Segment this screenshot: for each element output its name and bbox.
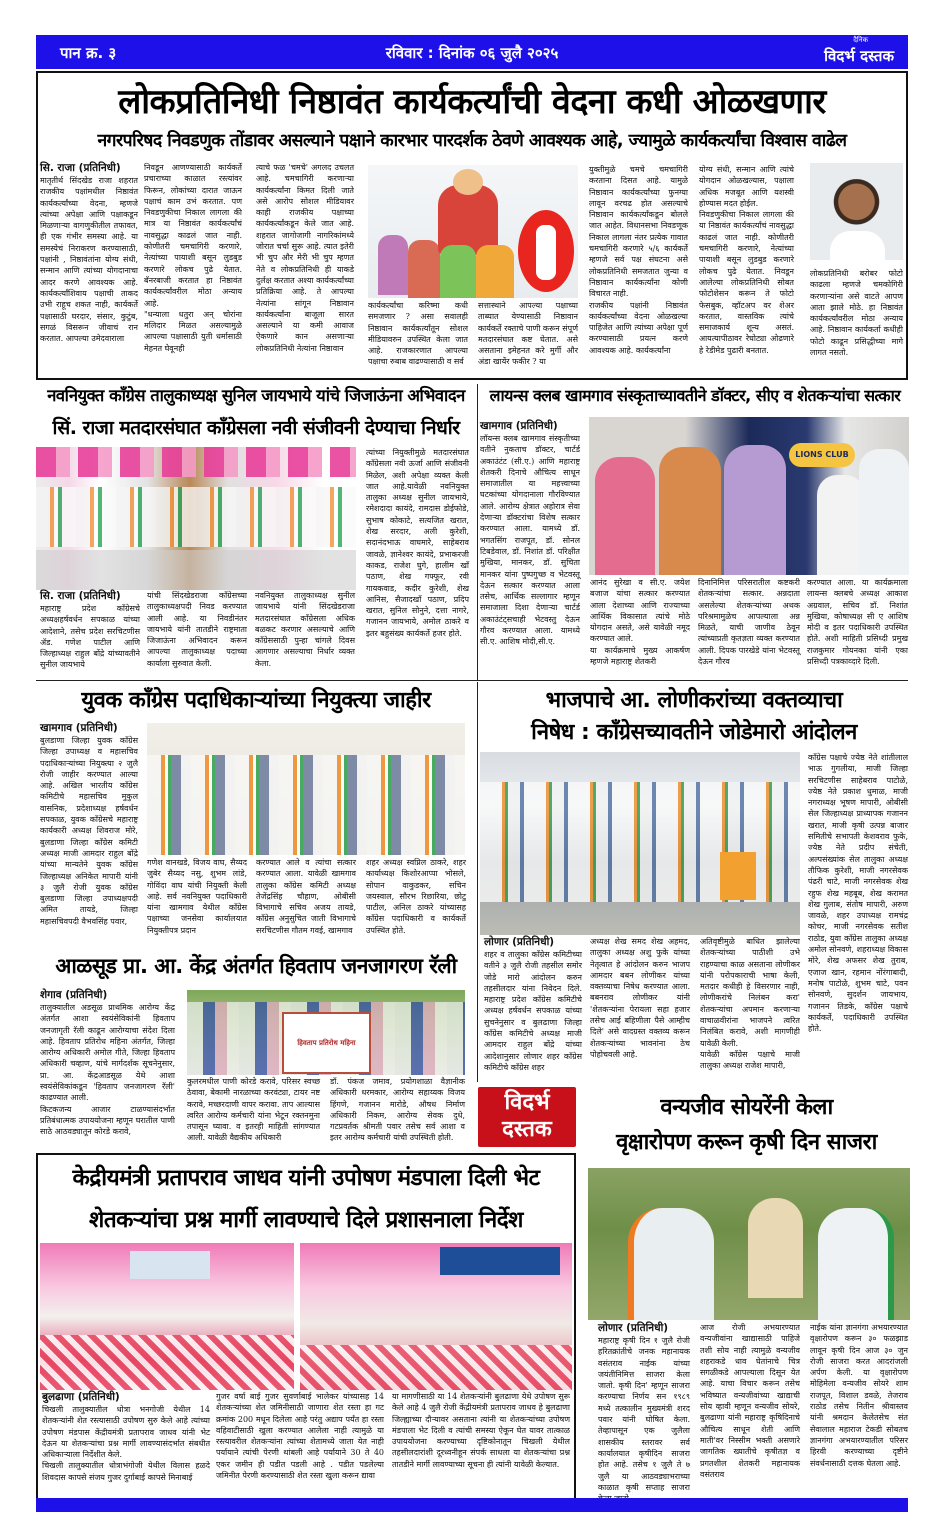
vanyajeev-col-2: आज रोजी अभयारण्यात वन्यजीवांना खाद्यासाठी पाहिजे तशी सोय नाही त्यामुळे वन्यजीव शहराकडे धाव घेतांनाचे चित्र सगळीकडे आपल्याला दिसून येत आहे. याचा विचार करून तसेच भविष्यात वन्यजीवांच्या खाद्याची सोय व्हावी म्हणून वन्यजीव सोयरे, बुलढाणा यांनी महाराष्ट्र कृषिदिनाचे औचित्य साधून शेती आणि माती'वर निस्सीम भक्ती असणारे जागतिक ख्यातीचे कृषीतज्ञ व प्रगतशील शेतकरी महानायक वसंतराव bbox=[700, 1323, 800, 1479]
kendriya-col-2: गुजर वर्षा बाई गुजर सुवर्णाबाई भालेकर यांच्यासह 14 शेतकऱ्यांच्या शेत जमिनीसाठी जाणारा शेत रस्ता हा गट क्रमांक 200 मधून दिलेला आहे परंतु अद्याप पर्यंत हा रस्ता वहिवाटीसाठी खुला करण्यात आलेला नाही त्यामुळे या रस्त्यावरील शेतकऱ्यांना त्यांच्या शेतामध्ये जाता येत नाही पर्यायाने त्यांची पेरणी थांबली आहे पर्यायाने 30 ते 40 एकर जमीन ही पडीत पडली आहे . पडीत पडलेल्या जमिनीत पेरणी करण्यासाठी शेत रस्ता खुला करून द्यावा bbox=[216, 1392, 384, 1481]
hunger-strike-photo-2 bbox=[300, 1243, 572, 1390]
lions-headline: लायन्स क्लब खामगाव संस्कृताच्यावतीने डॉक्टर, सीए व शेतकऱ्यांचा सत्कार bbox=[489, 386, 901, 405]
column-text: महाराष्ट्र प्रदेश काँग्रेसचे अध्यक्षहर्षवर्धन सपकाळ यांच्या आदेशाने, तसेच प्रदेश सरचिटणीस ॲड. गणेश पाटील आणि जिल्हाध्यक्ष राहुल बोंद्रे यांच्यावतीने सुनील जायभाये bbox=[40, 604, 140, 670]
shegaon-col-1 bbox=[40, 989, 175, 1145]
top-story-subhead: नगरपरिषद निवडणुक तोंडावर असल्याने पक्षाने कारभार पारदर्शक ठेवणे आवश्यक आहे, ज्यामुळे कार्यकर्त्यांचा विश्वास वाढेल bbox=[97, 131, 847, 151]
yuvak-col-4: शहर अध्यक्ष स्वप्निल ठाकरे, शहर कार्याध्यक्ष किशोरआप्पा भोसले, सोपान वाकुडकर, सचिन जयस्वाल, सौरभ रिछारिया, छोटु पाटील, अनिल ठाकरे यांच्यासह काँग्रेस पदाधिकारी व कार्यकर्ते उपस्थित होते. bbox=[366, 858, 466, 935]
top-story-col-6: युक्तीमुळे चमचे चमचागिरी करताना दिसत आहे. यामुळे निष्ठावान कार्यकर्त्यांच्या फुनग्या लावून वरचढ होत असल्याचे निष्ठावान कार्यकर्त्यांकडून बोलले जात आहेत. विधानसभा निवडणूक निकाल लागला नंतर प्रत्येक गावात चमचागिरी करणारे ५/६ कार्यकर्ते म्हणजे सर्व पक्ष संघटना असे लोकप्रतिनिधी समजतात जुन्या व निष्ठावान कार्यकर्त्यांना कोणी विचारत नाही. राजकीय पक्षांनी निष्ठावंत कार्यकर्त्यांच्या वेदना ओळखल्या पाहिजेत आणि त्यांच्या अपेक्षा पूर्ण करण्यासाठी प्रयत्न करणे आवश्यक आहे. कार्यकर्त्यांना bbox=[589, 165, 688, 355]
column-text: तालुक्यातील अडसूळ प्राथमिक आरोग्य केंद्र अंतर्गत आशा स्वयंसेविकांनी हिवताप जनजागृती रॅली काढून आरोग्याचा संदेश दिला आहे. हिवताप प्रतिरोध महिना अंतर्गत, जिल्हा आरोग्य अधिकारी अमोल गीते, जिल्हा हिवताप अधिकारी चव्हाण, यांचे मार्गदर्शक सूचनेनुसार, प्रा. आ. केंद्रआडसूळ येथे आशा स्वयंसेविकांकडून 'हिवताप जनजागरण रॅली' काढण्यात आली. किटकजन्य आजार टाळण्यासंदर्भात प्रतिबंधात्मक उपाययोजना म्हणून घरातील पाणी साठे आठवड्यातून कोरडे करावे, bbox=[40, 1003, 175, 1137]
jijau-tribute-photo bbox=[36, 447, 356, 590]
cartoon-illustration bbox=[368, 165, 578, 298]
lions-col-3: दिनानिमित्त परिसरातील कष्टकरी शेतकऱ्यांचा सत्कार. अन्नदाता असलेल्या शेतकऱ्यांच्या अथक परिश्रमामुळेच आपल्याला अन्न मिळते, याची जाणीव ठेवून त्यांच्याप्रती कृतज्ञता व्यक्त करण्यात आली. दिपक पारखेडे यांना भेटवस्तू देऊन गौरव bbox=[698, 578, 800, 667]
column-text: बुलडाणा जिल्हा युवक काँग्रेस जिल्हा उपाध्यक्ष व महासचिव पदाधिकाऱ्यांच्या नियुक्त्या २ जुलै रोजी जाहीर करण्यात आल्या आहे. अखिल भारतीय काँग्रेस कमिटीचे महासचिव मुकुल वासनिक, प्रदेशाध्यक्ष हर्षवर्धन सपकाळ, युवक काँग्रेसचे महाराष्ट्र कार्यकारी अध्यक्ष शिवराज मोरे, बुलडाणा जिल्हा काँग्रेस कमिटी अध्यक्ष माजी आमदार राहुल बोंद्रे यांच्या मान्यतेने युवक काँग्रेस जिल्हाध्यक्ष अनिकेत मापारी यांनी ३ जुलै रोजी युवक काँग्रेस बुलडाणा जिल्हा उपाध्यक्षपदी अमित तायडे, जिल्हा महासचिवपदी वैभवसिंह पवार, bbox=[40, 736, 138, 926]
logo-line-2: दस्तक bbox=[502, 1117, 552, 1142]
sindkhed-byline: सि. राजा (प्रतिनिधी) bbox=[40, 590, 121, 602]
yuvak-congress-photo bbox=[147, 723, 465, 855]
sindkhed-col-1 bbox=[40, 590, 140, 676]
sindkhed-headline-1: नवनियुक्त काँग्रेस तालुकाध्यक्ष सुनिल जायभाये यांचे जिजाऊंना अभिवादन bbox=[47, 386, 465, 405]
top-story-byline: सि. राजा (प्रतिनिधी) bbox=[40, 162, 121, 174]
bjp-byline: लोणार (प्रतिनिधी) bbox=[484, 936, 555, 948]
shegaon-col-3: डॉ. पंकज जमाव, प्रयोगशाळा वैज्ञानीक अधिकारी धरमकार, आरोग्य सहाय्यक विजय हिंगणे, गजानन मारोडे, औषध निर्माण अधिकारी निकम, आरोग्य सेवक दुधे, गटप्रवर्तक श्रीमती पवार तसेच सर्व आशा व इतर आरोग्य कर्मचारी यांची उपस्थिती होती. bbox=[330, 1077, 465, 1143]
tree-plantation-photo bbox=[588, 1168, 910, 1320]
malaria-banner: हिवताप प्रतिरोध महिना bbox=[282, 1012, 371, 1074]
bjp-col-2: अध्यक्ष शेख समद शेख अहमद, तालुका अध्यक्ष अशु फुके यांच्या नेतृत्वात हे आंदोलन करुन भाजप आमदार बबन लोणीकर यांच्या वक्तव्याचा निषेध करण्यात आला. बबनराव लोणीकर यांनी 'शेतकऱ्यांना पेरायला सहा हजार तसेच आई बहिणीला पैसे आम्हीच दिले' असे वादग्रस्त वक्तव्य करून शेतकऱ्यांच्या भावनांना ठेच पोहोचवली आहे. bbox=[590, 937, 690, 1059]
kendriya-headline-2: शेतकऱ्यांचा प्रश्न मार्गी लावण्याचे दिले प्रशासनाला निर्देश bbox=[89, 1207, 523, 1233]
logo-line-1: विदर्भ bbox=[504, 1090, 550, 1115]
kendriya-byline: बुलढाणा (प्रतिनिधी) bbox=[42, 1391, 120, 1403]
masthead: विदर्भ दस्तक bbox=[824, 47, 894, 65]
page-footer-bar bbox=[36, 1498, 908, 1512]
page-header-bar bbox=[36, 35, 908, 69]
lions-byline: खामगाव (प्रतिनिधी) bbox=[480, 420, 558, 432]
yuvak-headline: युवक काँग्रेस पदाधिकाऱ्यांच्या नियुक्त्या जाहीर bbox=[81, 688, 431, 713]
lions-col-1 bbox=[480, 420, 580, 676]
sindkhed-headline-2: सिं. राजा मतदारसंघात काँग्रेसला नवी संजीवनी देण्याचा निर्धार bbox=[52, 417, 460, 439]
hunger-strike-photo-1 bbox=[40, 1243, 294, 1390]
bjp-col-4: काँग्रेस पक्षाचे ज्येष्ठ नेते शांतीलाल भाऊ गुगलीया, माजी जिल्हा सरचिटणीस साहेबराव पाटोळे, ज्येष्ठ नेते प्रकाश धुमाळ, माजी नगराध्यक्ष भूषण मापारी, ओबीसी सेल जिल्हाध्यक्ष प्राध्यापक गजानन खरात, माजी कृषी उत्पन्न बाजार समितीचे सभापती केशवराव फुके, ज्येष्ठ नेते प्रदीप संचेती, अल्पसंख्यांक सेल तालुका अध्यक्ष तौफिक कुरेशी, माजी नगरसेवक पंढरी चाटे, माजी नगरसेवक शेख रहुफ शेख महबूब, शेख करामत शेख गुलाब, संतोष मापारी, अरुण जावळे, शहर उपाध्यक्ष रामचंद्र कोचर, माजी नगरसेवक सतीश राठोड, युवा काँग्रेस तालुका अध्यक्ष अमोल सोनवणे, शहराध्यक्ष विकास मोरे, शेख अफसर शेख तुराब, एजाज खान, रहमान नोंरंगाबादी, मनोष पाटोळे, शुभम चाटे, पवन सोनवणे, सुदर्शन जायभाय, गजानन तिडके, काँग्रेस पक्षाचे कार्यकर्ते, पदाधिकारी उपस्थित होते. bbox=[808, 753, 908, 1034]
shegaon-headline: आळसूड प्रा. आ. केंद्र अंतर्गत हिवताप जनजागरण रॅली bbox=[55, 954, 457, 978]
column-divider bbox=[477, 682, 478, 1082]
yuvak-col-2: गणेश वानखडे, विजय वाघ, सैय्यद जुबेर सैय्यद नसु, शुभम लांडे, गोविंदा वाघ यांची नियुक्ती केली आहे. सर्व नवनियुक्त पदाधिकारी यांना खामगाव येथील काँग्रेस पक्षाच्या जनसेवा कार्यालयात नियुक्तीपत्र प्रदान bbox=[147, 858, 247, 935]
bjp-headline-1: भाजपाचे आ. लोणीकरांच्या वक्तव्याचा bbox=[545, 688, 843, 713]
yuvak-col-1 bbox=[40, 722, 138, 942]
column-text: शहर व तालुका काँग्रेस कमिटीच्या वतीने ३ जुलै रोजी तहसील समोर जोडे मारो आंदोलन करुन तहसीलदार यांना निवेदन दिले. महाराष्ट्र प्रदेश काँग्रेस कमिटीचे अध्यक्ष हर्षवर्धन सपकाळ यांच्या सुचनेनुसार व बुलढाणा जिल्हा काँग्रेस कमिटीचे अध्यक्ष माजी आमदार राहुल बोंद्रे यांच्या आदेशानुसार लोणार शहर काँग्रेस कमिटीचे काँग्रेस शहर bbox=[484, 950, 582, 1072]
portrait-caption: लोकप्रतिनिधी बरोबर फोटो काढला म्हणजे चमकोगिरी करणाऱ्यांना असे वाटते आपण आता झाले मोठे. हा निष्ठावंत कार्यकर्त्यांवरील मोठा अन्याय आहे. निष्ठावान कार्यकर्ता कधीही फोटो काढून प्रसिद्धीच्या मागे लागत नसतो. bbox=[810, 269, 903, 358]
shegaon-byline: शेगाव (प्रतिनिधी) bbox=[40, 989, 108, 1001]
vanyajeev-headline-2: वृक्षारोपण करून कृषी दिन साजरा bbox=[616, 1130, 877, 1155]
kendriya-col-3: या मागणीसाठी या 14 शेतकऱ्यांनी बुलढाणा येथे उपोषण सुरू केले आहे 4 जुलै रोजी केंद्रीयमंत्री प्रतापराव जाधव हे बुलढाणा जिल्ह्याच्या दौऱ्यावर असताना त्यांनी या शेतकऱ्यांच्या उपोषण मंडपाला भेट दिली व त्यांची समस्या ऐकून घेत यावर तात्काळ उपाययोजना करण्याच्या दृष्टिकोनातून चिखली येथील तहसीलदारांशी दूरध्वनीहून संपर्क साधला या शेतकऱ्यांचा प्रश्न तातडीने मार्गी लावण्याच्या सूचना ही त्यांनी यावेळी केल्यात. bbox=[392, 1392, 570, 1469]
malaria-rally-photo bbox=[187, 990, 465, 1075]
portrait-photo bbox=[810, 163, 903, 260]
column-text: लॉयन्स क्लब खामगाव संस्कृतीच्या वतीने नुकताच डॉक्टर, चार्टर्ड अकाउंटंट (सी.ए.) आणि महाराष्ट्र शेतकरी दिनाचे औचित्य साधून समाजातील या महत्त्वाच्या घटकांच्या योगदानाला गौरविण्यात आले. आरोग्य क्षेत्रात अहोरात्र सेवा देणाऱ्या डॉक्टरांचा विशेष सत्कार करण्यात आला. यामध्ये डॉ. भगतसिंग राजपूत, डॉ. सोनल टिबडेवाल, डॉ. निशांत डॉ. परिक्षीत मुखिया, मानकर, डॉ. सुचिता मानकर यांना पुष्पगुच्छ व भेटवस्तू देऊन सत्कार करण्यात आला तसेच, आर्थिक सल्लागार म्हणून समाजाला दिशा देणाऱ्या चार्टर्ड अकाउंटंट्सचाही भेटवस्तु देऊन गौरव करण्यात आला. यामध्ये सी.ए. आशिष मोदी,सी.ए. bbox=[480, 434, 580, 647]
protest-photo bbox=[480, 752, 800, 935]
vanyajeev-headline-1: वन्यजीव सोयरेंनी केला bbox=[660, 1095, 833, 1120]
sindkhed-col-3: नवनियुक्त तालुकाध्यक्ष सुनील जायभाये यांनी सिंदखेडराजा मतदारसंघात काँग्रेसला अधिक बळकट करणार असल्याचे आणि काँग्रेससाठी पुन्हा चांगले दिवस आगणार असल्याचा निर्धार व्यक्त केला. bbox=[255, 591, 355, 668]
top-story-col-7: योग्य संधी, सन्मान आणि त्यांचे योगदान ओळखल्यास, पक्षाला अधिक मजबूत आणि यशस्वी होण्यास मदत होईल. निवडणुकीचा निकाल लागला की या निष्ठावंत कार्यकर्त्यांचं नावसुद्धा काढलं जात नाही. कोणीतरी चमचागिरी करणारे, नेत्यांच्या पायाशी बसून लुडबुड करणारे लोकच पुढे येतात. निवडून आलेल्या लोकप्रतिनिधी सोबत फोटोशेसन करून ते फोटो फेसबुक, व्हॉटअप वर शेअर करतात, वास्तविक त्यांचे समाजकार्य शून्य असतं. आयत्यापीठावर रेघोट्या ओढणारे हे रेडीमेड पुढारी बनतात. bbox=[699, 165, 794, 355]
kendriya-col-1 bbox=[42, 1391, 210, 1491]
top-story-col-4: कार्यकर्त्यांचा करिष्मा कधी समजणार ? असा सवालही निष्ठावान कार्यकर्त्यांतून सोशल मीडियावरुन उपस्थित केला जात आहे. राजकारणात आपल्या पक्षाचा रुबाब वाढण्यासाठी व सर्व bbox=[368, 301, 468, 367]
top-story-col-5: सत्तास्थाने आपल्या पक्षाच्या ताब्यात येण्यासाठी निष्ठावान कार्यकर्ते रक्ताचे पाणी करून संपूर्ण मतदारसंघात कष्ट घेतात. असे असताना इमेहनत करे मुर्गी और अंडा खायेंर फकीर ? या bbox=[478, 301, 579, 367]
page-number: पान क्र. ३ bbox=[60, 44, 117, 62]
bjp-col-3: अतिवृष्टीमुळे बाधित झालेल्या शेतकऱ्यांच्या पाठीशी उभे राहण्याचा काळ असताना लोणीकर यांनी परोपकाराची भाषा केली, मतदार कधीही हे विसरणार नाही, लोणीकरांचे निलंबन करा' शेतकऱ्यांचा अपमान करणाऱ्या वाचाळवीरांना भाजपने त्वरित निलंबित करावे, अशी मागणीही यावेळी केली. यावेळी काँग्रेस पक्षाचे माजी तालुका अध्यक्ष राजेश मापारी, bbox=[700, 937, 800, 1071]
vanyajeev-byline: लोणार (प्रतिनिधी) bbox=[598, 1322, 669, 1334]
masthead-small: दैनिक bbox=[853, 36, 868, 44]
column-divider bbox=[477, 384, 478, 680]
lions-banner: LIONS CLUB bbox=[789, 443, 855, 467]
sindkhed-col-2: यांची सिंदखेडराजा काँग्रेसच्या तालुकाध्यक्षपदी निवड करण्यात आली आहे. या निवडीनंतर जायभाये यांनी तातडीने राष्ट्रमाता जिजाऊंना अभिवादन करून आपल्या तालुकाध्यक्ष पदाच्या कार्याला सुरुवात केली. bbox=[147, 591, 247, 668]
issue-date: रविवार : दिनांक ०६ जुलै २०२५ bbox=[385, 44, 559, 62]
yuvak-byline: खामगाव (प्रतिनिधी) bbox=[40, 722, 118, 734]
lions-col-4: करण्यात आला. या कार्यक्रमाला लायन्स क्लबचे अध्यक्ष आकाश अग्रवाल, सचिव डॉ. निशांत मुखिया, कोषाध्यक्ष सी ए आशिष मोदी व इतर पदाधिकारी उपस्थित होते. अशी माहिती प्रसिध्दी प्रमुख राजकुमार गोयनका यांनी एका प्रसिध्दी पत्रकाव्दारे दिली. bbox=[807, 578, 908, 667]
top-story-headline: लोकप्रतिनिधी निष्ठावंत कार्यकर्त्यांची वेदना कधी ओळखणार bbox=[118, 82, 826, 122]
shegaon-col-2: कुलरमधील पाणी कोरडे करावे, परिसर स्वच्छ ठेवावा, बेकामी नारळाच्या करवंट्या, टायर नष्ट करावे, मच्छरदाणी वापर करावा. ताप आल्यास त्वरित आरोग्य कर्मचारी यांना भेटून रक्तनमुना तपासून घ्यावा. व इतरही माहिती सांगण्यात आली. यावेळी वैद्यकीय अधिकारी bbox=[187, 1077, 320, 1143]
column-text: महाराष्ट्र कृषी दिन १ जुलै रोजी हरितक्रांतीचे जनक महानायक वसंतराव नाईक यांच्या जयंतीनिमित्त साजरा केला जातो. कृषी दिन' म्हणून साजरा करण्याचा निर्णय सन १९८९ मध्ये तत्कालीन मुख्यमंत्री शरद पवार यांनी घोषित केला. तेव्हापासून एक जुलैला शासकीय स्तरावर सर्व कार्यालयात कृषीदिन साजरा होत आहे. तसेच १ जुलै ते ७ जुलै या आठवड्याभराच्या काळात कृषी सप्ताह साजरा bbox=[598, 1336, 690, 1492]
top-story-col-3: त्याचे फळ 'चमचे' अगलद उचलत आहे. चमचागिरी करणाऱ्या कार्यकर्त्यांना किमत दिली जाते असे आरोप सोशल मीडियावर काही राजकीय पक्षाच्या कार्यकर्त्यांकडून केले जात आहे. शहरात जागोजागी नागरिकांमध्ये जोरात चर्चा सुरू आहे. त्यात इतेरी भी चुप और मेरी भी चुप म्हणत नेते व लोकप्रतिनिधी ही याकडे दुर्लक्ष करतात अश्या कार्यकर्त्यांच्या प्रतिक्रिया आहे. ते आपल्या नेत्यांना सांगून निष्ठावान कार्यकर्त्यांना बाजूला सारत असल्याने या कमी आवाज ऐकणारे कान असणाऱ्या लोकप्रतिनिधी नेत्यांना निष्ठावान bbox=[256, 163, 354, 353]
vidarbha-dastak-logo bbox=[478, 1087, 576, 1147]
bjp-col-1 bbox=[484, 936, 582, 1081]
kendriya-headline-1: केद्रीयमंत्री प्रतापराव जाधव यांनी उपोषण मंडपाला दिली भेट bbox=[72, 1165, 540, 1191]
column-text: चिखली तालुक्यातील धोत्रा भनगोजी येथील 14 शेतकऱ्यांनी शेत रस्त्यासाठी उपोषण सुरु केले आहे त्यांच्या उपोषण मंडपास केंद्रीयमंत्री प्रतापराव जाधव यांनी भेट देऊन या शेतकऱ्यांचा प्रश्न मार्गी लावण्यासंदर्भात संबधीत अधिकाऱ्याला निर्देशीत केले. चिखली तालुक्यातील धोत्राभंगोजी येथील विलास हळदे शिवदास कापसे संजय गुजर दुर्गाबाई कापसे मिनाबाई bbox=[42, 1405, 210, 1482]
column-text: मातृतीर्थ सिंदखेड राजा शहरात राजकीय पक्षांमधील निष्ठावंत कार्यकर्त्यांच्या वेदना, म्हणजे त्यांच्या अपेक्षा आणि पक्षाकडून मिळणाऱ्या वागणुकीतील तफावत, ही एक गंभीर समस्या आहे. या समस्येचं निराकरण करण्यासाठी, पक्षांनी , निष्ठावंतांना योग्य संधी, सन्मान आणि त्यांच्या योगदानाचा आदर करणे आवश्यक आहे. कार्यकर्त्यांशिवाय पक्षाची ताकद उभी राहूच शकत नाही, कार्यकर्ते पक्षासाठी घरदार, संसार, कुटुंब, सगळं विसरून जीवाचं रान करतात. आपल्या उमेदवाराला bbox=[40, 176, 138, 344]
top-story-col-1 bbox=[40, 162, 138, 374]
top-story-col-2: निवडून आणण्यासाठी कार्यकर्ते प्रचाराच्या काळात रस्त्यांवर फिरून, लोकांच्या दारात जाऊन पक्षाचं काम उभं करतात. पण निवडणुकीचा निकाल लागला की मात्र या निष्ठावंत कार्यकर्त्यांचं नावसुद्धा काढलं जात नाही. कोणीतरी चमचागिरी करणारे, नेत्यांच्या पायाशी बसून लुडबुड करणारे लोकच पुढे येतात. बॅनरबाजी करतात हा निष्ठावंत कार्यकर्त्यांवरील मोठा अन्याय आहे. "धन्याला धतुरा अन् चोरांना मलिदार मिळत असल्यामुळे आपल्या पक्षासाठी युती धर्मासाठी मेहनत घेवूनही bbox=[144, 163, 242, 353]
lions-club-photo bbox=[589, 417, 909, 575]
section-divider bbox=[36, 680, 908, 681]
yuvak-col-3: करण्यात आले व त्यांचा सत्कार करण्यात आला. यावेळी खामगाव तालुका काँग्रेस कमिटी अध्यक्ष तेजेंद्रसिंह चौहाण, ओबीसी विभागाचे सचिव अजय तायडे, काँग्रेस अनुसुचित जाती विभागाचे सरचिटणीस गौतम गवई, खामगाव bbox=[256, 858, 356, 935]
lions-col-2: आनंद सुरेखा व सी.ए. जयेश बजाज यांचा सत्कार करण्यात आला देशाच्या आणि राज्याच्या आर्थिक विकासात त्यांचे मोठे योगदान असते, असे यावेळी नमूद करण्यात आले. या कार्यक्रमाचे मुख्य आकर्षण म्हणजे महाराष्ट्र शेतकरी bbox=[590, 578, 690, 667]
sindkhed-col-4: त्यांच्या नियुक्तीमुळे मतदारसंघात काँग्रेसला नवी ऊर्जा आणि संजीवनी मिळेल, अशी अपेक्षा व्यक्त केली जात आहे.यावेळी नवनियुक्त तालुका अध्यक्ष सुनील जायभाये, रमेशदादा कायंदे, रामदास डोईफोडे, सुभाष कोकाटे, सत्यजित खरात, शेख सरदार, अली कुरेशी, सदानंदभाऊ वाघमारे, साहेबराव जावळे, ज्ञानेश्वर कायंदे, प्रभाकरजी काकड, राजेश घुगे, हालीम खाँ पठाण, शेख गफ्फूर, रवी गायकवाड, कदीर कुरेशी, शेख आनिस, सैजादखाँ पठाण, प्रदिप खरात, सुनिल सोनुने, दत्ता नागरे, गजानन जायभाये, अमोल ठाकरे व इतर बहुसंख्य कार्यकर्ते हजर होते. bbox=[366, 448, 469, 638]
bjp-headline-2: निषेध : काँग्रेसच्यावतीने जोडेमारो आंदोलन bbox=[531, 720, 857, 745]
vanyajeev-col-3: नाईक यांना ज्ञानगंगा अभयारण्यात वृक्षारोपण करून ३० फळझाड लावून कृषी दिन आज ३० जुन रोजी साजरा करत आदरांजली अर्पण केली. या वृक्षारोपण मोहिमेला वन्यजीव सोयरे शाम राजपूत, विशाल डवळे, तेजराव राठोड तसेच नितीन श्रीवास्तव यांनी श्रमदान केलेतसेच संत सेवालाल महाराज टेकडी सोबतच ज्ञानगंगा अभयारण्यातील परिसर हिरवी करण्याच्या दृष्टीने संवर्धनासाठी दत्तक घेतला आहे. bbox=[810, 1323, 908, 1468]
vanyajeev-col-1 bbox=[598, 1322, 690, 1492]
